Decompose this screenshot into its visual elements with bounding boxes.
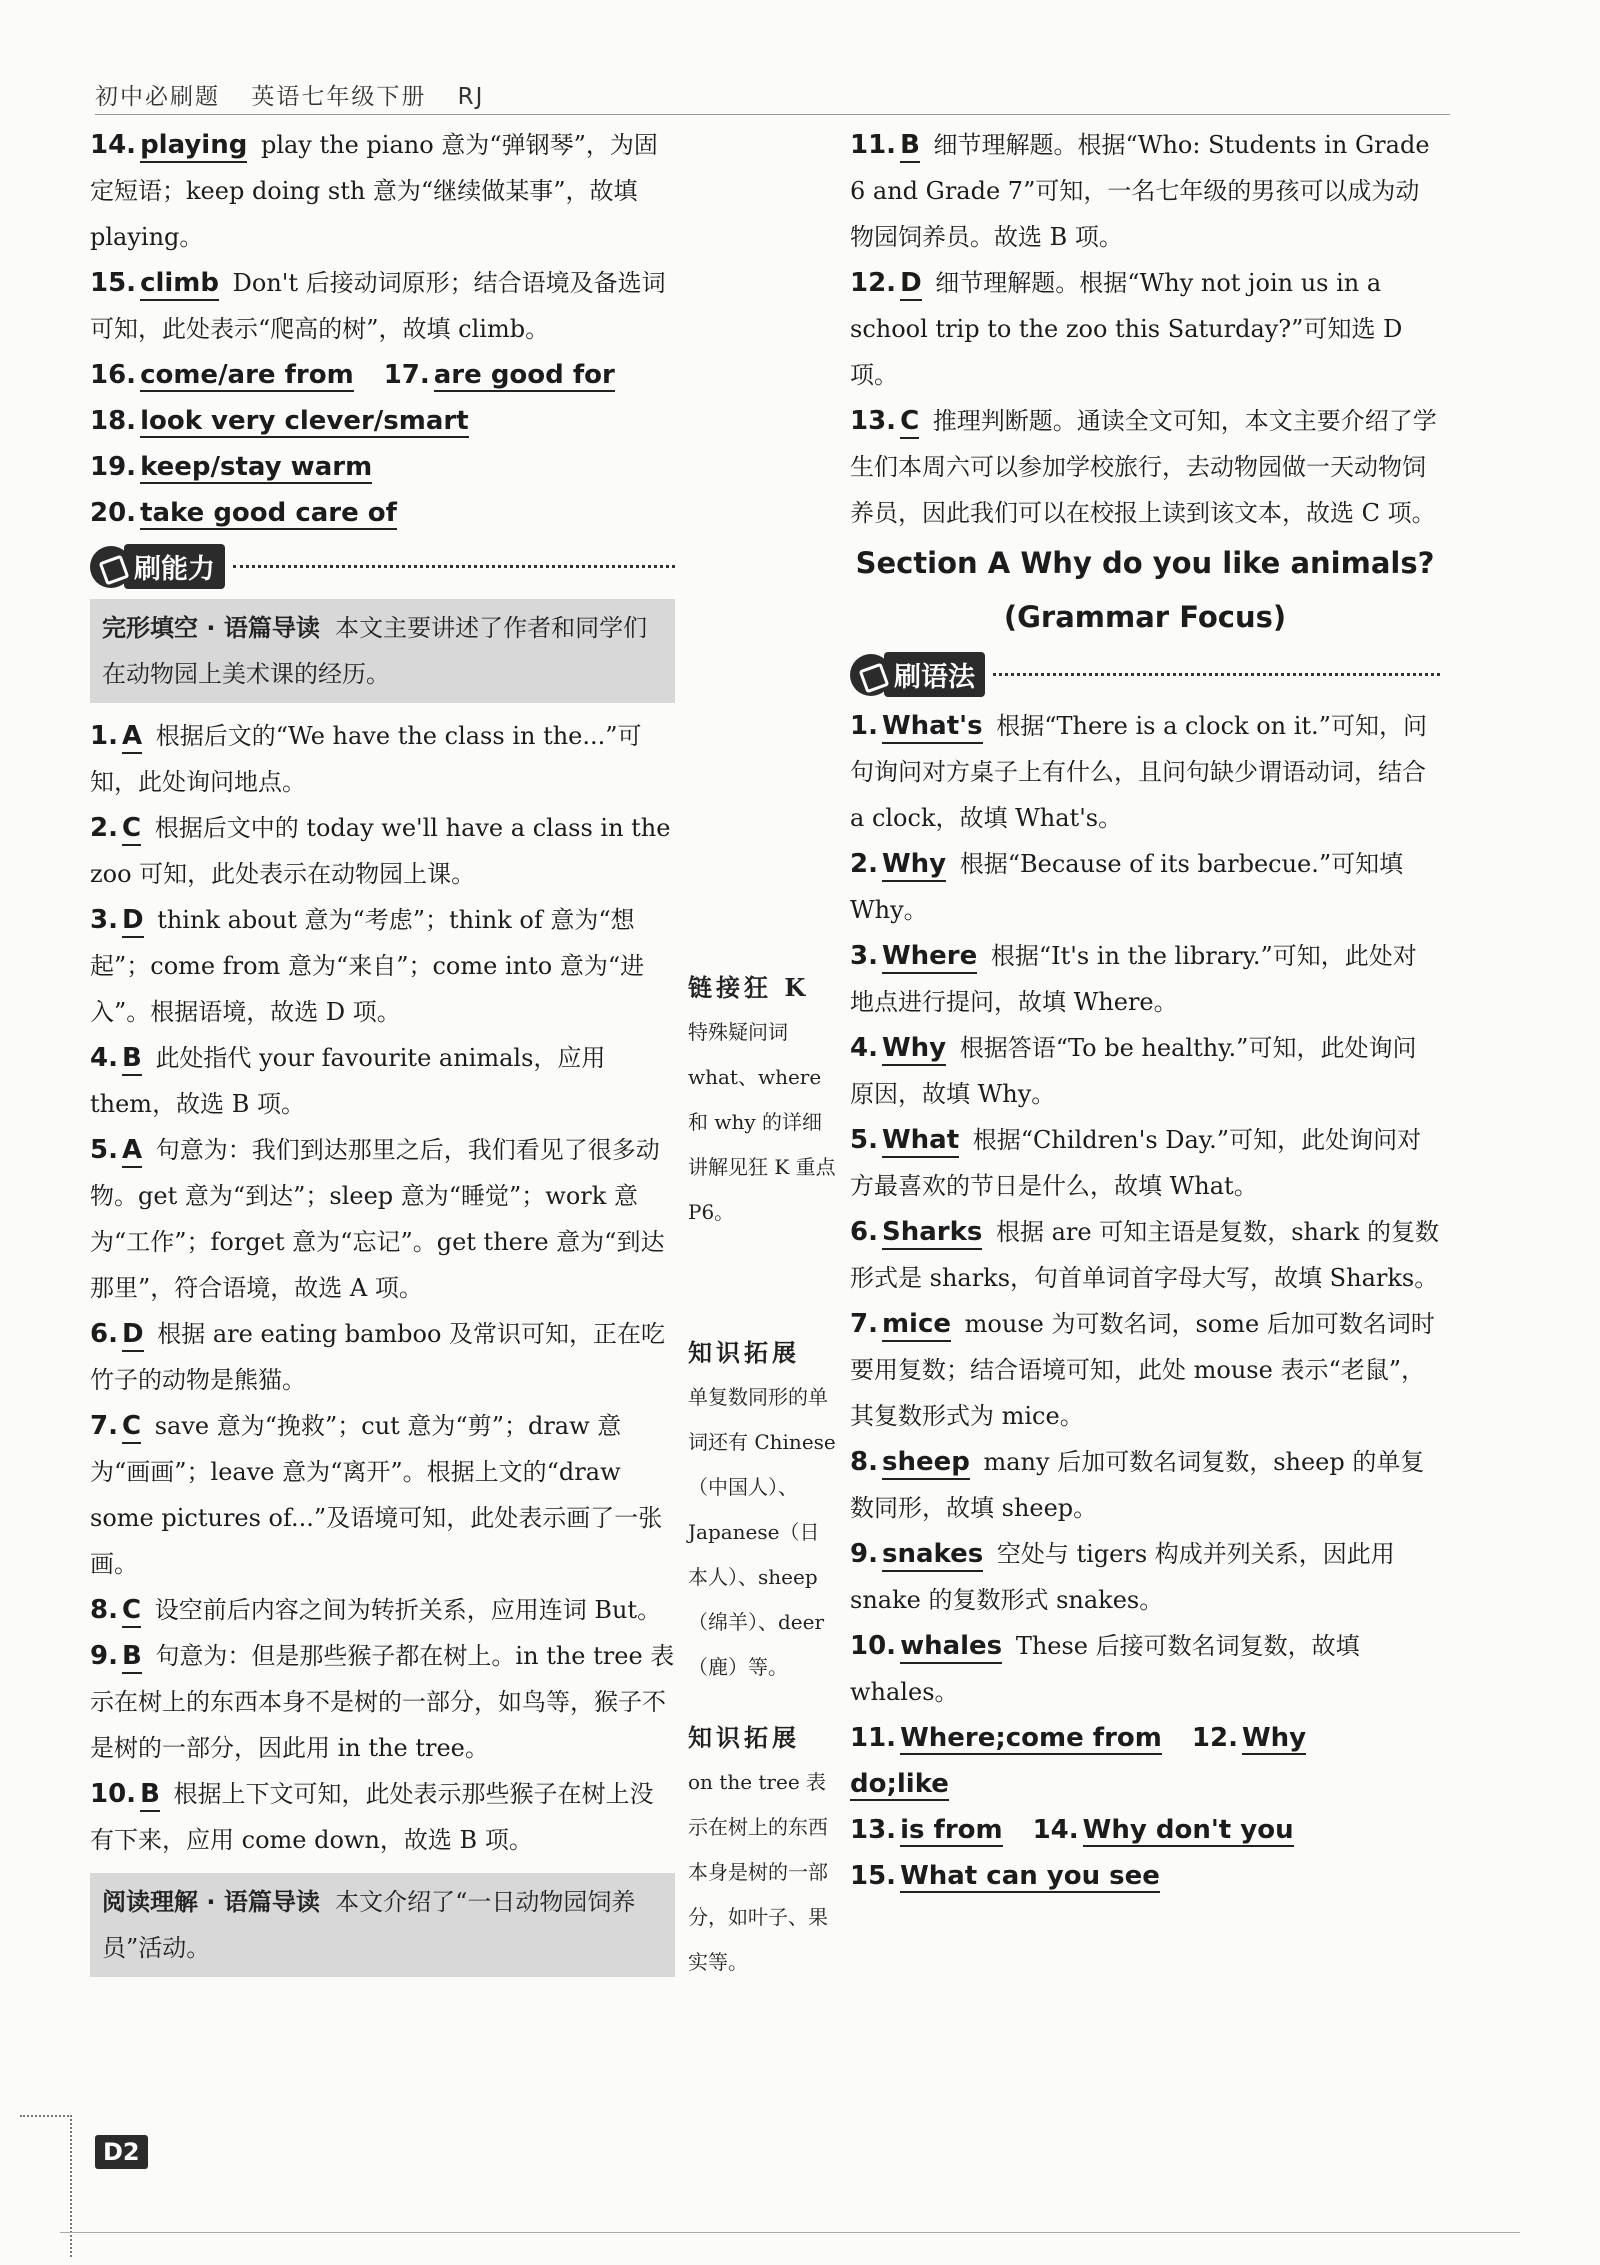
answer-item: 3. D think about 意为“考虑”；think of 意为“想起”；come from 意为“来自”；come into 意为“进入”。根据语境，故选 D 项。 <box>90 905 645 1026</box>
brush-icon <box>90 546 132 588</box>
answer-pair: 13. is from 14. Why don't you <box>850 1815 1294 1845</box>
section-subtitle: (Grammar Focus) <box>1003 600 1287 634</box>
answer-item: 11. B 细节理解题。根据“Who: Students in Grade 6 and Grade 7”可知，一名七年级的男孩可以成为动物园饲养员。故选 B 项。 <box>850 130 1430 251</box>
answer-pair: 16. come/are from 17. are good for <box>90 360 615 390</box>
side-note-link: 链接狂 K 特殊疑问词 what、where 和 why 的详细讲解见狂 K 重点 P6。 <box>688 973 836 1224</box>
page-header <box>95 78 506 111</box>
answer-item: 1. What's 根据“There is a clock on it.”可知，问句询问对方桌子上有什么，且问句缺少谓语动词，结合 a clock，故填 What's。 <box>850 711 1427 832</box>
answer-item: 18. look very clever/smart <box>90 406 469 436</box>
left-column <box>90 122 675 1987</box>
answer-item: 13. C 推理判断题。通读全文可知，本文主要介绍了学生们本周六可以参加学校旅行，去动物园做一天动物饲养员，因此我们可以在校报上读到该文本，故选 C 项。 <box>850 406 1437 527</box>
answer-item: 8. C 设空前后内容之间为转折关系，应用连词 But。 <box>90 1587 675 1633</box>
footer-divider <box>60 2232 1520 2233</box>
header-divider <box>95 114 1450 115</box>
answer-item: 14. playing play the piano 意为“弹钢琴”，为固定短语；keep doing sth 意为“继续做某事”，故填 playing。 <box>90 130 658 251</box>
answer-pair: 11. Where;come from 12. Why do;like <box>850 1723 1307 1799</box>
answer-item: 10. B 根据上下文可知，此处表示那些猴子在树上没有下来，应用 come down，故选 B 项。 <box>90 1779 654 1854</box>
answer-item: 5. What 根据“Children's Day.”可知，此处询问对方最喜欢的节日是什么，故填 What。 <box>850 1125 1422 1200</box>
passage-guide: 阅读理解 · 语篇导读 本文介绍了“一日动物园饲养员”活动。 <box>90 1873 675 1977</box>
side-note-expand: 知识拓展 单复数同形的单词还有 Chinese（中国人）、Japanese（日本人）、sheep（绵羊）、deer（鹿）等。 <box>688 1338 836 1679</box>
answer-item: 15. climb Don't 后接动词原形；结合语境及备选词可知，此处表示“爬高的树”，故填 climb。 <box>90 268 666 343</box>
answer-item: 2. C 根据后文中的 today we'll have a class in the zoo 可知，此处表示在动物园上课。 <box>90 813 671 888</box>
edition-label: RJ <box>457 84 485 110</box>
section-badge: 刷语法 <box>850 652 1440 697</box>
right-column <box>850 122 1440 1899</box>
section-badge: 刷能力 <box>90 544 675 589</box>
passage-guide: 完形填空 · 语篇导读 本文主要讲述了作者和同学们在动物园上美术课的经历。 <box>90 599 675 703</box>
answer-item: 8. sheep many 后加可数名词复数，sheep 的单复数同形，故填 sheep。 <box>850 1447 1425 1522</box>
answer-item: 19. keep/stay warm <box>90 452 373 482</box>
answer-item: 12. D 细节理解题。根据“Why not join us in a school trip to the zoo this Saturday?”可知选 D 项。 <box>850 268 1403 389</box>
side-note-expand: 知识拓展 on the tree 表示在树上的东西本身是树的一部分，如叶子、果实等。 <box>688 1723 828 1974</box>
answer-item: 15. What can you see <box>850 1861 1160 1891</box>
answer-item: 1. A 根据后文的“We have the class in the...”可知，此处询问地点。 <box>90 721 642 796</box>
answer-item: 9. B 句意为：但是那些猴子都在树上。in the tree 表示在树上的东西本身不是树的一部分，如鸟等，猴子不是树的一部分，因此用 in the tree。 <box>90 1641 675 1762</box>
answer-item: 7. C save 意为“挽救”；cut 意为“剪”；draw 意为“画画”；leave 意为“离开”。根据上文的“draw some pictures of...”及语境可知，此处表示画了一张画。 <box>90 1411 663 1578</box>
brush-icon <box>850 654 892 696</box>
answer-item: 4. B 此处指代 your favourite animals，应用 them，故选 B 项。 <box>90 1043 606 1118</box>
answer-item: 5. A 句意为：我们到达那里之后，我们看见了很多动物。get 意为“到达”；sleep 意为“睡觉”；work 意为“工作”；forget 意为“忘记”。get there 意为“到达那里”，符合语境，故选 A 项。 <box>90 1135 665 1302</box>
page-number: D2 <box>95 2135 148 2169</box>
answer-item: 9. snakes 空处与 tigers 构成并列关系，因此用 snake 的复数形式 snakes。 <box>850 1539 1395 1614</box>
subject-title: 英语七年级下册 <box>251 84 427 110</box>
answer-item: 7. mice mouse 为可数名词，some 后加可数名词时要用复数；结合语境可知，此处 mouse 表示“老鼠”，其复数形式为 mice。 <box>850 1309 1435 1430</box>
answer-item: 4. Why 根据答语“To be healthy.”可知，此处询问原因，故填 Why。 <box>850 1033 1417 1108</box>
answer-item: 6. D 根据 are eating bamboo 及常识可知，正在吃竹子的动物是熊猫。 <box>90 1319 666 1394</box>
answer-item: 20. take good care of <box>90 498 397 528</box>
answer-item: 10. whales These 后接可数名词复数，故填 whales。 <box>850 1631 1360 1706</box>
corner-mark <box>20 2115 72 2257</box>
book-title: 初中必刷题 <box>95 84 220 110</box>
answer-item: 2. Why 根据“Because of its barbecue.”可知填 Why。 <box>850 849 1404 924</box>
section-title: Section A Why do you like animals? <box>855 546 1435 580</box>
answer-item: 3. Where 根据“It's in the library.”可知，此处对地点进行提问，故填 Where。 <box>850 941 1417 1016</box>
answer-item: 6. Sharks 根据 are 可知主语是复数，shark 的复数形式是 sharks，句首单词首字母大写，故填 Sharks。 <box>850 1217 1439 1292</box>
